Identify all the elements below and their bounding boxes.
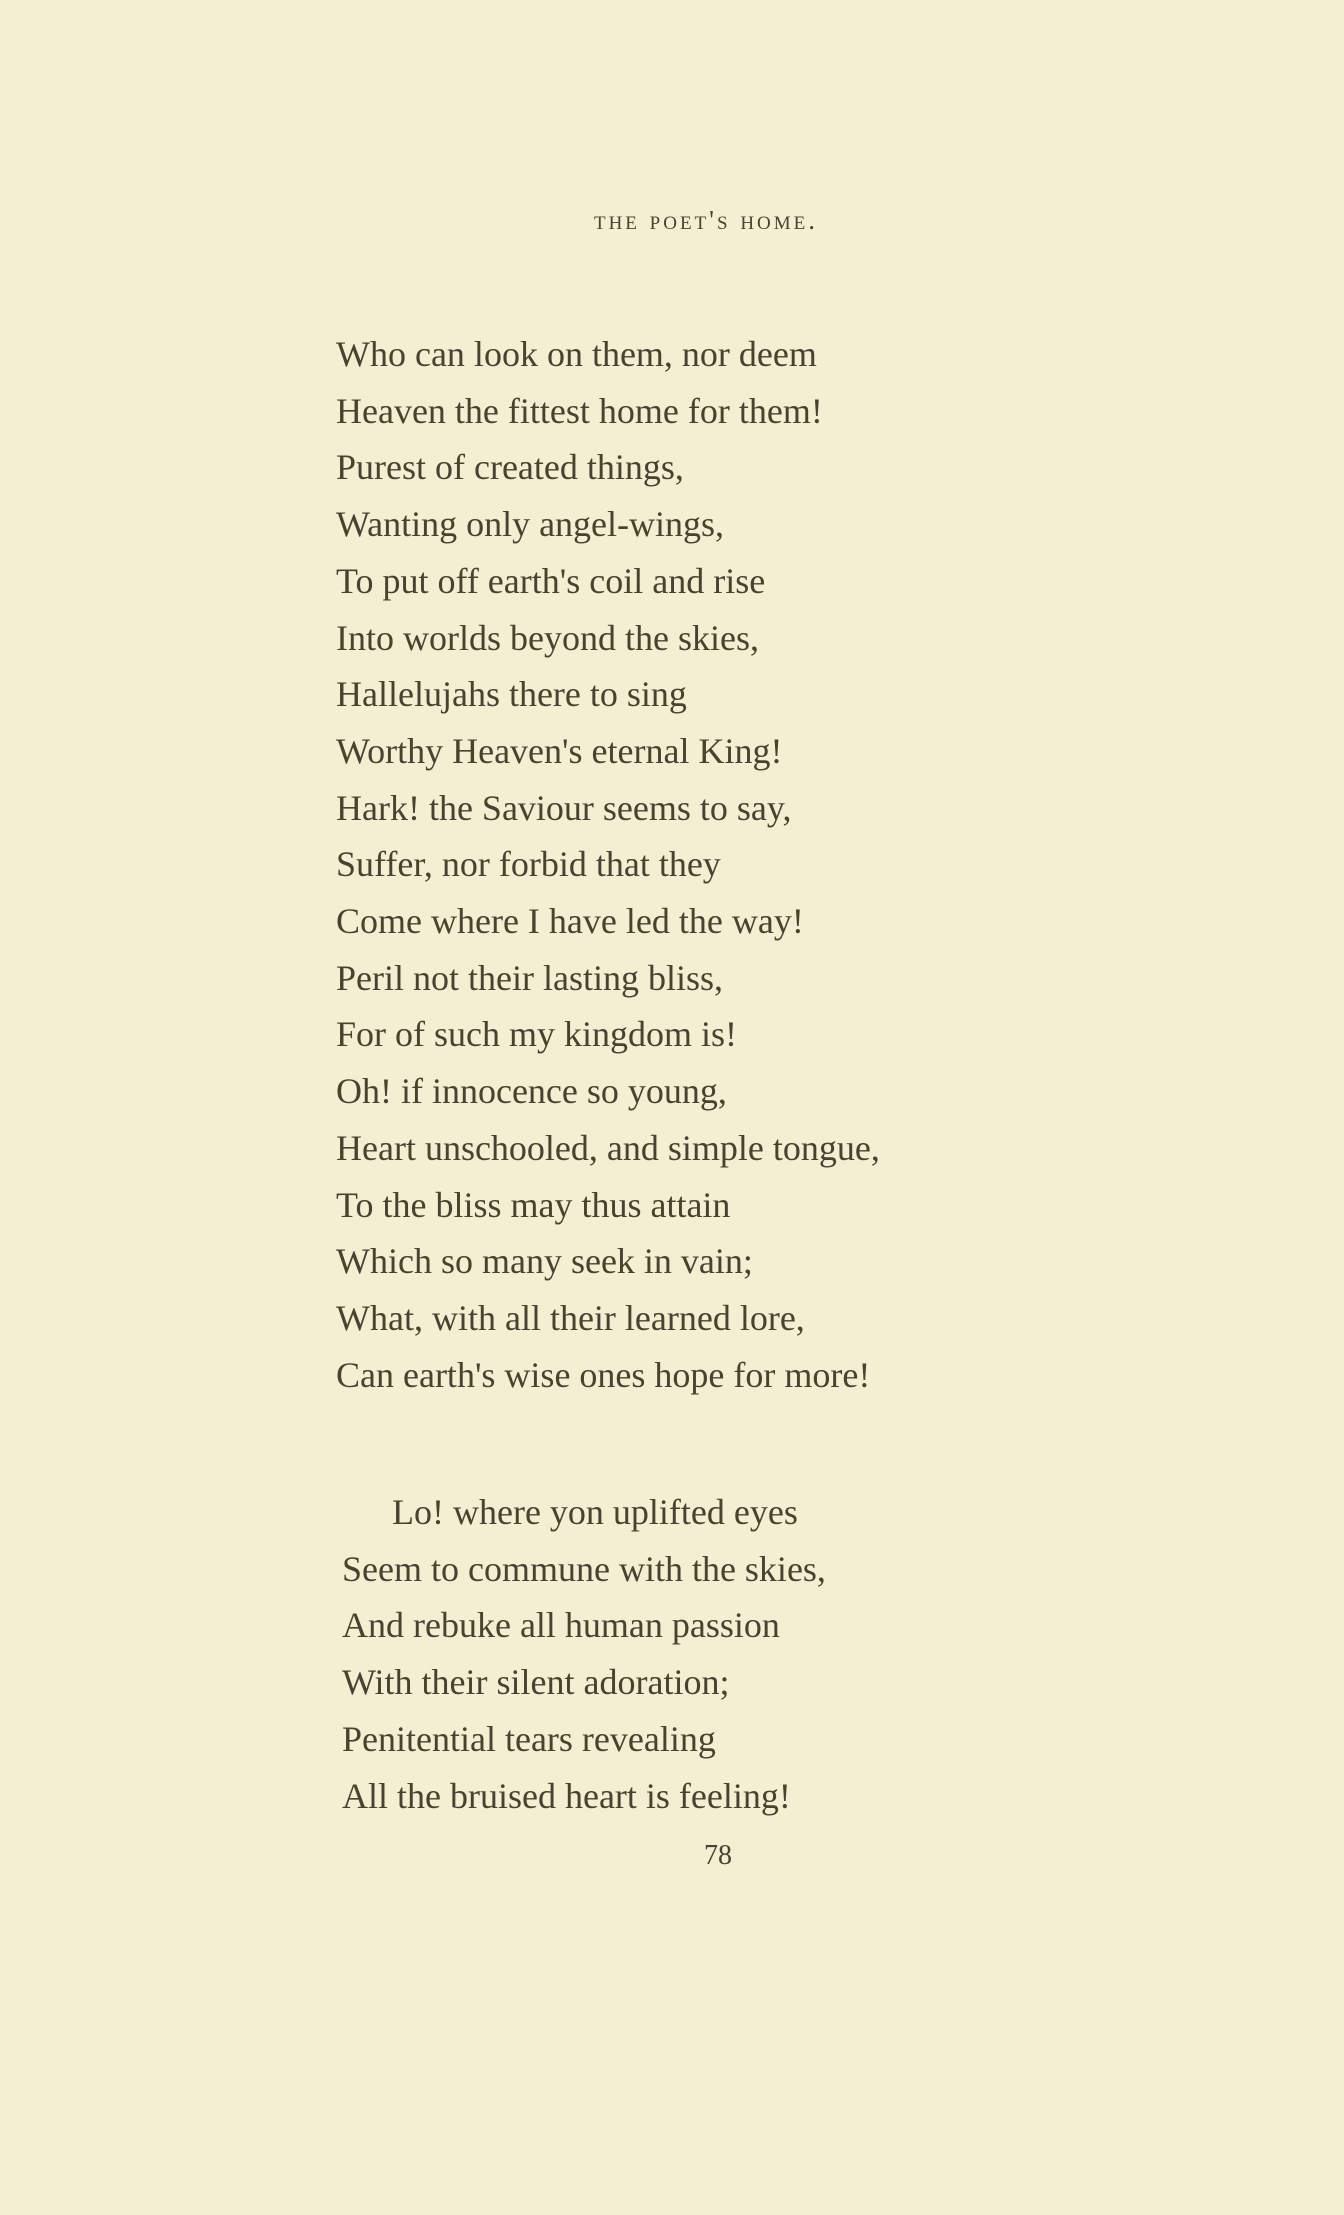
poem-line: Purest of created things, — [336, 447, 684, 488]
stanza — [342, 1484, 826, 1824]
poem-line: To the bliss may thus attain — [336, 1184, 731, 1225]
poem-line: Hallelujahs there to sing — [336, 674, 687, 715]
page-number: 78 — [704, 1840, 732, 1871]
poem-line: For of such my kingdom is! — [336, 1014, 737, 1055]
poem-line: Come where I have led the way! — [336, 901, 804, 942]
poem-line: Which so many seek in vain; — [336, 1241, 753, 1282]
poem-line: Heart unschooled, and simple tongue, — [336, 1127, 880, 1168]
poem-line: Who can look on them, nor deem — [336, 334, 817, 374]
poem-line: Lo! where yon uplifted eyes — [392, 1492, 798, 1532]
poem-line: Peril not their lasting bliss, — [336, 957, 723, 998]
poem-line: With their silent adoration; — [342, 1662, 730, 1703]
poem-line: Seem to commune with the skies, — [342, 1548, 826, 1589]
poem-line: Wanting only angel-wings, — [336, 504, 725, 545]
poem-line: Into worlds beyond the skies, — [336, 617, 759, 658]
poem-line: To put off earth's coil and rise — [336, 560, 766, 601]
stanza — [336, 326, 880, 1403]
poem-line: All the bruised heart is feeling! — [342, 1775, 791, 1816]
poem-line: Worthy Heaven's eternal King! — [336, 730, 783, 771]
poem-line: Hark! the Saviour seems to say, — [336, 787, 792, 828]
poem-line: And rebuke all human passion — [342, 1605, 780, 1646]
poem-line: Heaven the fittest home for them! — [336, 390, 823, 431]
poem-line: Can earth's wise ones hope for more! — [336, 1354, 871, 1395]
poem-line: Suffer, nor forbid that they — [336, 844, 721, 885]
poem-line: Oh! if innocence so young, — [336, 1071, 727, 1112]
poem-line: Penitential tears revealing — [342, 1718, 716, 1759]
poem-line: What, with all their learned lore, — [336, 1297, 805, 1338]
running-head: the poet's home. — [593, 205, 819, 235]
